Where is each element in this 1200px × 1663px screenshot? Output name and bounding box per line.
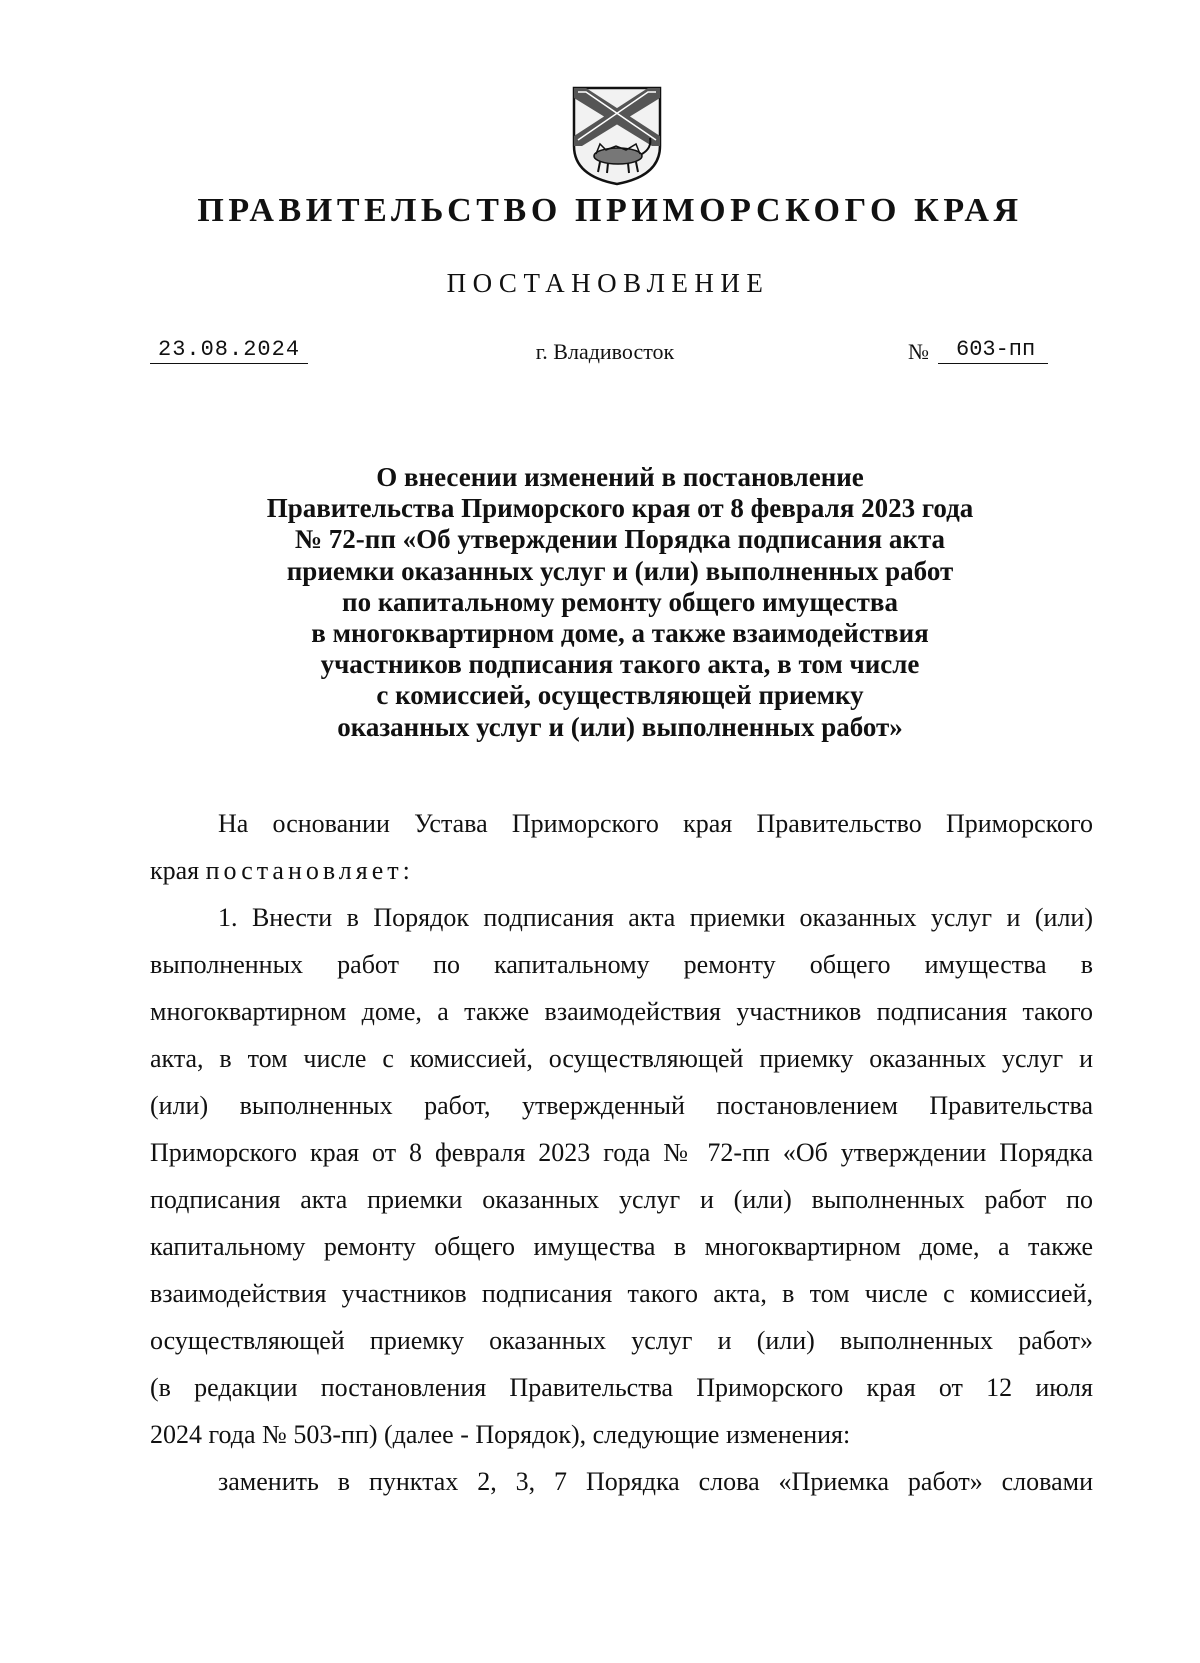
body-line: выполненных работ по капитальному ремонту общего имущества в [150,950,1093,979]
subject-line: О внесении изменений в постановление [376,462,864,492]
body-line: (в редакции постановления Правительства Приморского края от 12 июля [150,1373,1093,1402]
document-number: 603-пп [938,337,1048,364]
body-line: многоквартирном доме, а также взаимодействия участников подписания такого [150,997,1093,1026]
subject-line: № 72-пп «Об утверждении Порядка подписания акта [294,524,946,555]
document-city: г. Владивосток [535,339,675,364]
document-date: 23.08.2024 [150,337,308,364]
coat-of-arms-icon [568,84,666,187]
subject-line: в многоквартирном доме, а также взаимодействия [311,618,929,649]
government-title: ПРАВИТЕЛЬСТВО ПРИМОРСКОГО КРАЯ [197,192,1023,229]
document-body [150,800,1093,1505]
body-line: (или) выполненных работ, утвержденный постановлением Правительства [150,1091,1093,1120]
subject-line: участников подписания такого акта, в том числе [320,649,920,680]
subject-line: по капитальному ремонту общего имущества [342,586,898,617]
subject-line: приемки оказанных услуг и (или) выполненных работ [286,555,954,586]
subject-line: Правительства Приморского края от 8 февраля 2023 года [266,493,974,524]
body-line: 1. Внести в Порядок подписания акта приемки оказанных услуг и (или) [218,903,1093,932]
body-line: Приморского края от 8 февраля 2023 года № 72-пп «Об утверждении Порядка [150,1138,1093,1167]
body-line: осуществляющей приемку оказанных услуг и (или) выполненных работ» [150,1326,1093,1355]
body-line: На основании Устава Приморского края Правительство Приморского [218,809,1093,838]
document-type: ПОСТАНОВЛЕНИЕ [446,268,770,298]
body-line: заменить в пунктах 2, 3, 7 Порядка слова «Приемка работ» словами [218,1467,1093,1496]
number-sign: № [908,339,929,364]
body-line: подписания акта приемки оказанных услуг и (или) выполненных работ по [150,1185,1093,1214]
document-number-block [908,337,1048,367]
subject-line: оказанных услуг и (или) выполненных работ» [337,711,903,742]
body-text: края [150,856,206,885]
document-subject [160,462,1080,743]
body-line: 2024 года № 503-пп) (далее - Порядок), следующие изменения: [150,1420,851,1449]
body-line: капитальному ремонту общего имущества в многоквартирном доме, а также [150,1232,1093,1261]
resolution-keyword: постановляет: [205,856,414,885]
body-line: взаимодействия участников подписания такого акта, в том числе с комиссией, [150,1279,1093,1308]
subject-line: с комиссией, осуществляющей приемку [376,680,864,711]
body-line [150,847,1093,894]
body-line: акта, в том числе с комиссией, осуществляющей приемку оказанных услуг и [150,1044,1093,1073]
